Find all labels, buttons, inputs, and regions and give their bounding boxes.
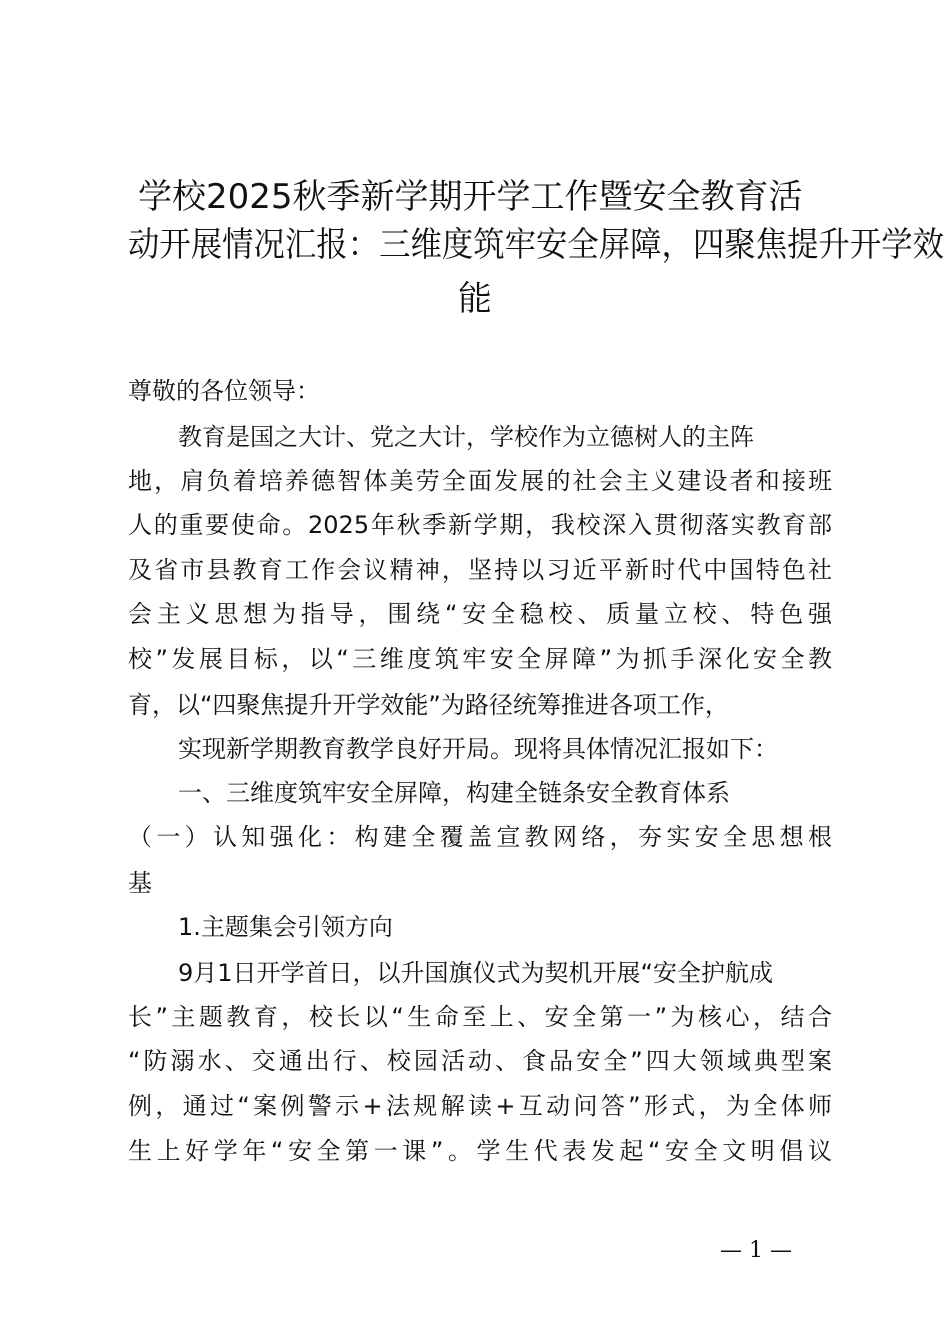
paragraph-line: 人的重要使命。2025年秋季新学期，我校深入贯彻落实教育部 [128, 511, 832, 539]
paragraph-line: 生上好学年“安全第一课”。学生代表发起“安全文明倡议 [128, 1137, 832, 1165]
paragraph-line: “防溺水、交通出行、校园活动、食品安全”四大领域典型案 [128, 1047, 832, 1075]
subsection-heading-continued: 基 [128, 869, 152, 897]
document-title-line-1: 学校2025秋季新学期开学工作暨安全教育活 [138, 177, 803, 217]
section-heading: 一、三维度筑牢安全屏障，构建全链条安全教育体系 [178, 779, 730, 807]
item-heading: 1.主题集会引领方向 [178, 913, 393, 941]
paragraph-line: 育，以“四聚焦提升开学效能”为路径统筹推进各项工作， [128, 691, 729, 719]
subsection-heading: （一）认知强化：构建全覆盖宣教网络，夯实安全思想根 [128, 823, 832, 851]
paragraph-line: 长”主题教育，校长以“生命至上、安全第一”为核心，结合 [128, 1003, 832, 1031]
paragraph-line: 校”发展目标，以“三维度筑牢安全屏障”为抓手深化安全教 [128, 645, 832, 673]
paragraph-line: 及省市县教育工作会议精神，坚持以习近平新时代中国特色社 [128, 556, 832, 584]
document-title-line-3: 能 [458, 279, 492, 319]
paragraph-line: 会主义思想为指导，围绕“安全稳校、质量立校、特色强 [128, 600, 832, 628]
paragraph-line: 教育是国之大计、党之大计，学校作为立德树人的主阵 [178, 423, 754, 451]
paragraph-line: 例，通过“案例警示+法规解读+互动问答”形式，为全体师 [128, 1092, 832, 1120]
page-number: — 1 — [720, 1238, 792, 1263]
paragraph-line: 实现新学期教育教学良好开局。现将具体情况汇报如下： [178, 735, 778, 763]
document-title-line-2: 动开展情况汇报：三维度筑牢安全屏障，四聚焦提升开学效 [128, 225, 944, 265]
paragraph-line: 9月1日开学首日，以升国旗仪式为契机开展“安全护航成 [178, 959, 773, 987]
salutation: 尊敬的各位领导： [128, 377, 320, 405]
paragraph-line: 地，肩负着培养德智体美劳全面发展的社会主义建设者和接班 [128, 467, 832, 495]
